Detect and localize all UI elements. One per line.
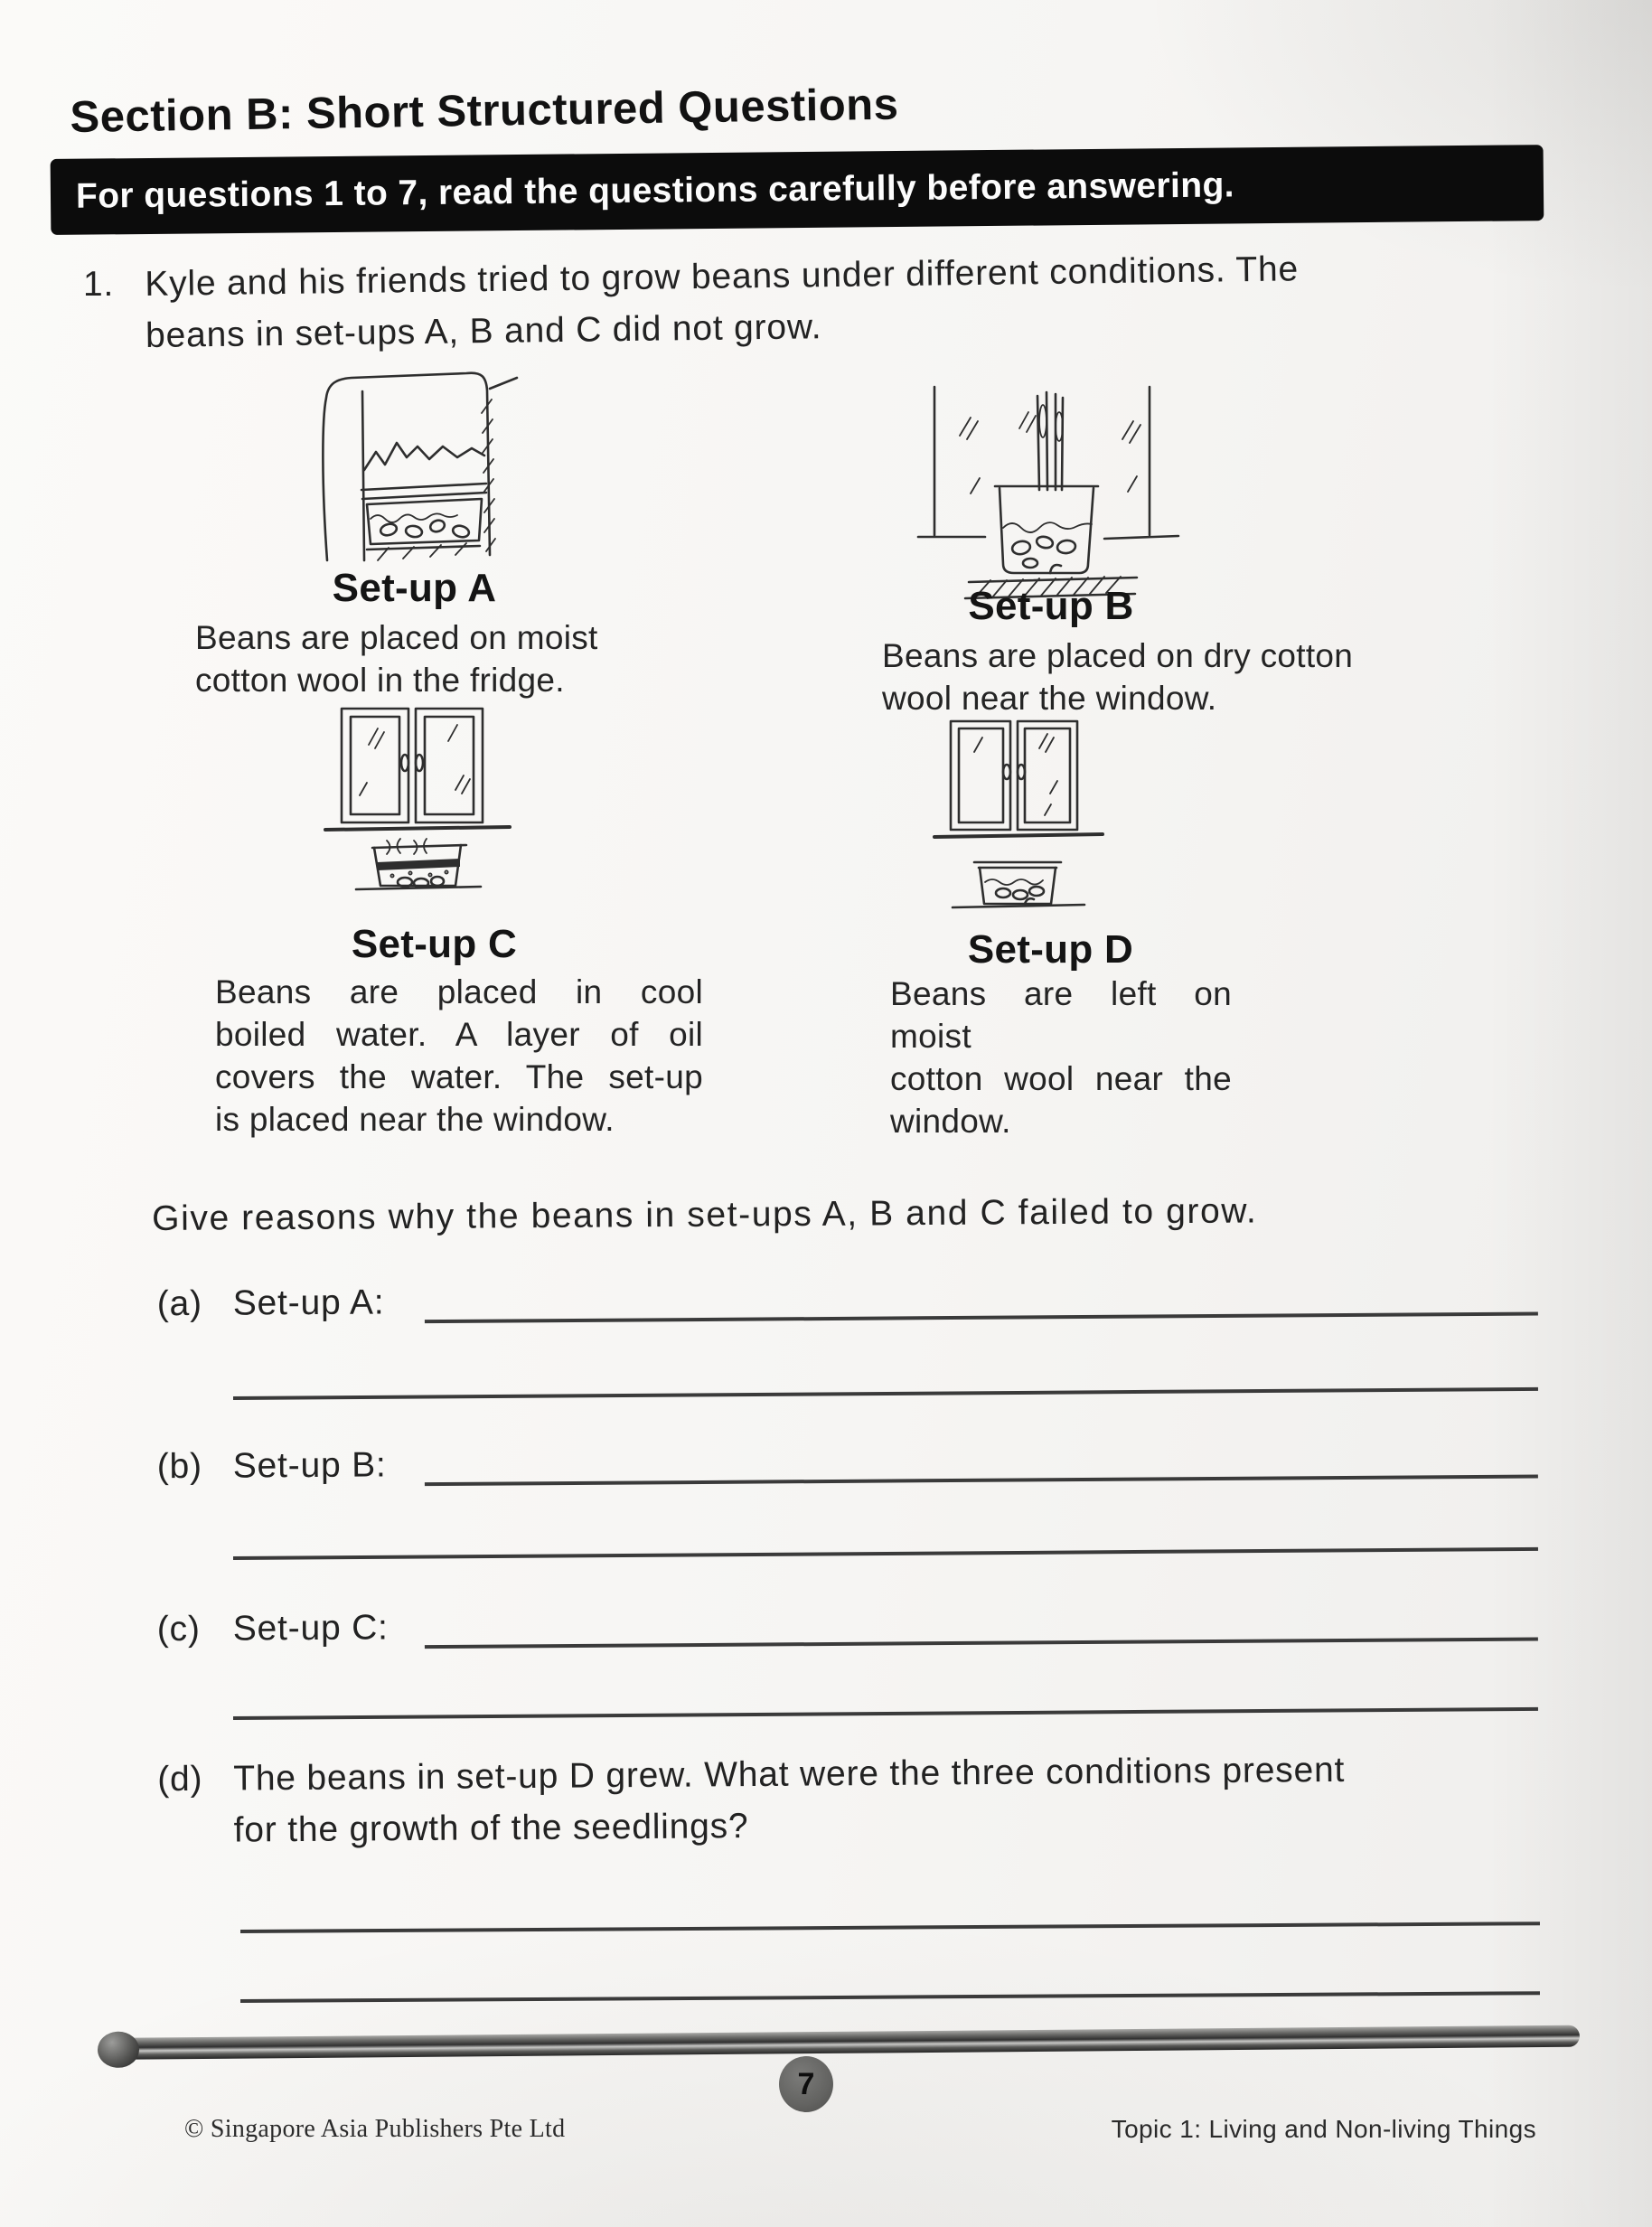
answer-a-blank-line — [425, 1312, 1538, 1324]
section-heading: Section B: Short Structured Questions — [70, 80, 899, 143]
answer-a-field-label: Set-up A: — [232, 1283, 385, 1323]
answer-c-label: (c) — [156, 1609, 201, 1649]
answer-row-b — [0, 1431, 1652, 1551]
question-text-line: Kyle and his friends tried to grow beans under different conditions. The — [145, 249, 1300, 304]
setup-d-basin-illustration — [927, 716, 1110, 916]
setup-c-label: Set-up C — [351, 922, 518, 966]
part-d-blank-line-1 — [240, 1922, 1540, 1933]
part-d-text: The beans in set-up D grew. What were the three conditions present for the growth of the seedlings? — [233, 1750, 1346, 1850]
part-d-question — [0, 1742, 1652, 1881]
setup-a-label: Set-up A — [332, 566, 497, 610]
instruction-banner-text: For questions 1 to 7, read the questions carefully before answering. — [75, 165, 1235, 216]
question-text — [145, 240, 1573, 362]
footer-divider-rule — [98, 2023, 1580, 2063]
setup-c-description: Beans are placed in cool boiled water. A layer of oil covers the water. The set-up is placed near the window. — [215, 973, 703, 1138]
divider-rod — [123, 2025, 1580, 2060]
setup-d-label: Set-up D — [967, 927, 1134, 972]
setup-b-beaker-illustration — [913, 383, 1186, 606]
answer-b-blank-line — [425, 1475, 1538, 1487]
setup-a-description: Beans are placed on moist cotton wool in the fridge. — [195, 619, 598, 699]
divider-knob — [98, 2032, 139, 2068]
part-d-label: (d) — [157, 1759, 203, 1799]
setup-b-label: Set-up B — [968, 584, 1134, 628]
give-reasons-prompt: Give reasons why the beans in set-ups A, B and C failed to grow. — [152, 1191, 1258, 1238]
answer-a-label: (a) — [156, 1283, 203, 1324]
answer-c-blank-line — [425, 1638, 1538, 1649]
setup-a-fridge-illustration — [313, 369, 522, 564]
answer-b-field-label: Set-up B: — [232, 1445, 387, 1486]
answer-b-label: (b) — [156, 1446, 203, 1487]
page-number-badge — [779, 2056, 833, 2112]
setup-c-container-illustration — [322, 703, 513, 895]
setup-d-description: Beans are left on moist cotton wool near the window. — [890, 975, 1232, 1140]
topic-label: Topic 1: Living and Non-living Things — [1111, 2115, 1536, 2143]
question-number: 1. — [83, 265, 115, 304]
answer-c-field-label: Set-up C: — [232, 1608, 389, 1649]
answer-row-a — [0, 1268, 1652, 1388]
page-number: 7 — [797, 2066, 815, 2101]
answer-a-blank-line-2 — [233, 1387, 1538, 1400]
setup-b-description: Beans are placed on dry cotton wool near the window. — [882, 637, 1354, 717]
answer-b-blank-line-2 — [233, 1547, 1538, 1560]
instruction-banner — [51, 145, 1544, 235]
answer-row-c — [0, 1593, 1652, 1714]
question-text-line: beans in set-ups A, B and C did not grow. — [145, 307, 822, 355]
copyright-text: © Singapore Asia Publishers Pte Ltd — [184, 2115, 566, 2143]
part-d-blank-line-2 — [240, 1991, 1540, 2003]
